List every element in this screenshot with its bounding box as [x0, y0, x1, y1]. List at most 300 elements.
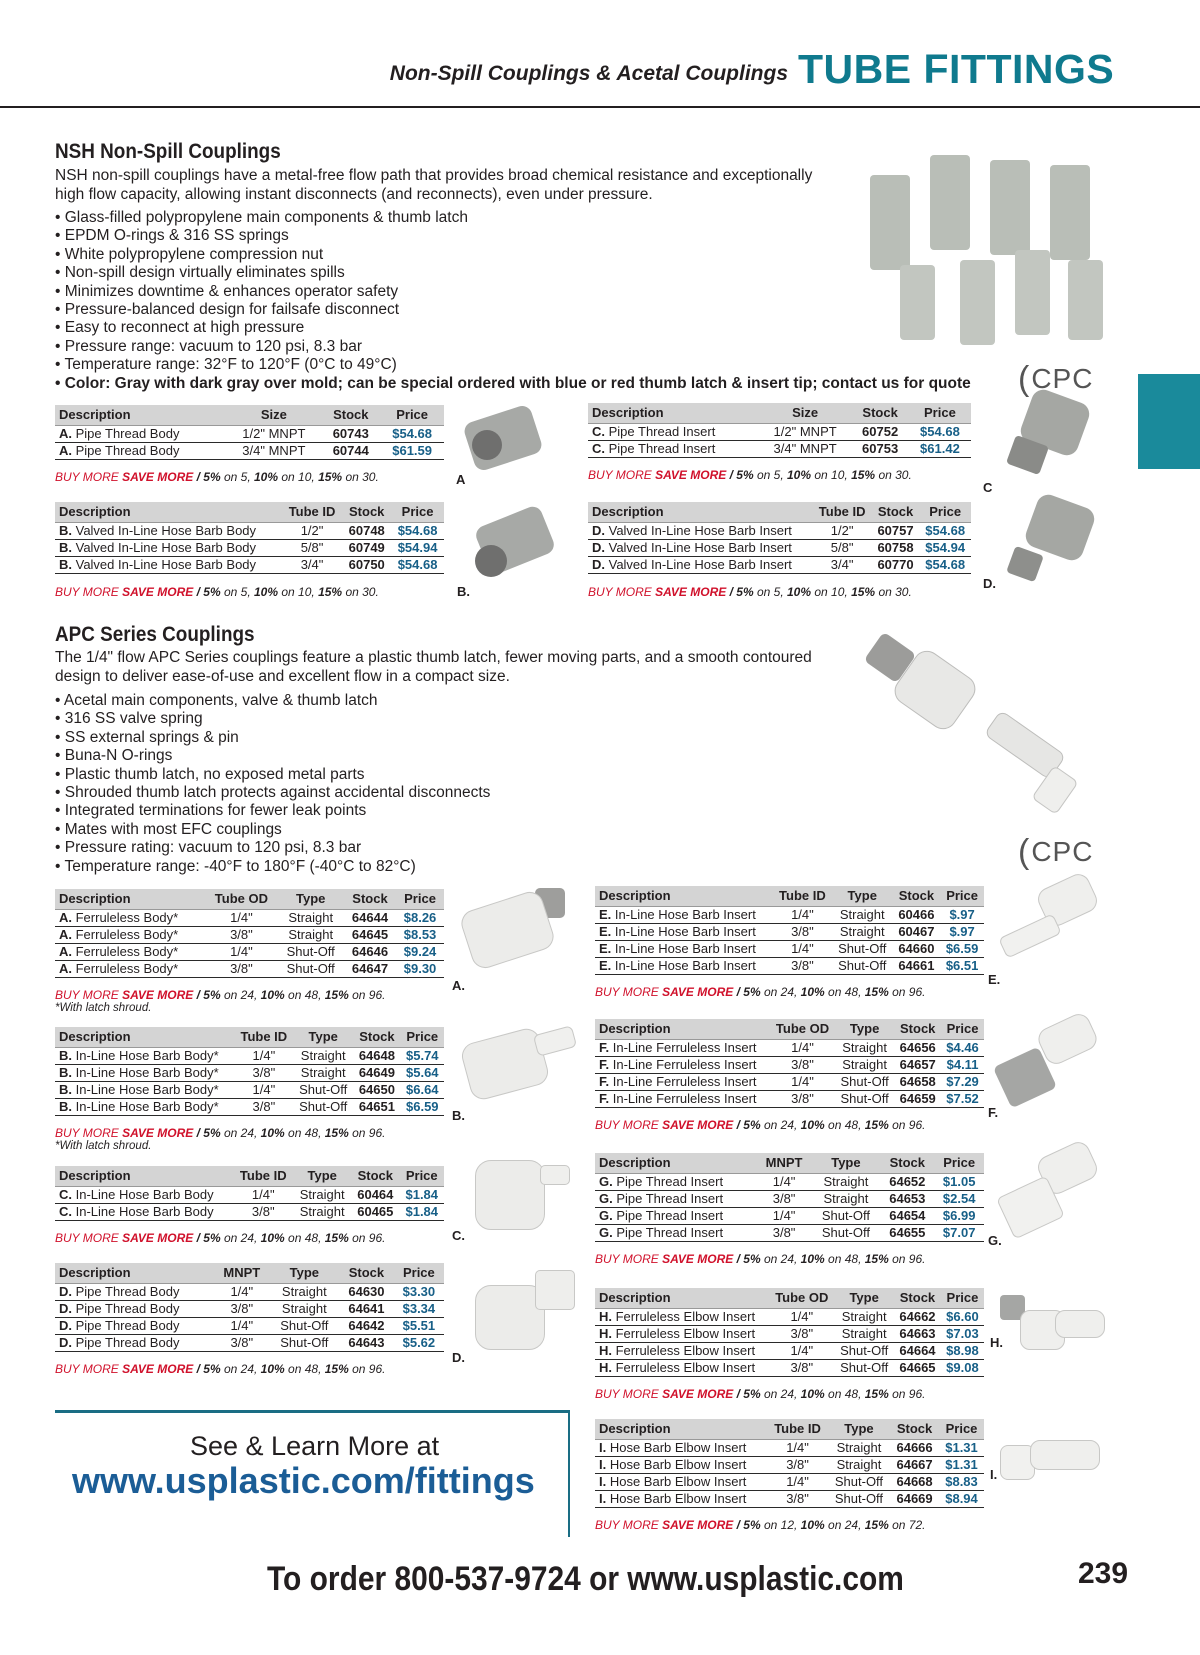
separator: /: [193, 1231, 204, 1245]
feature-bullet: • Acetal main components, valve & thumb latch: [55, 692, 490, 710]
item-description: Pipe Thread Body: [72, 1318, 180, 1333]
spec-cell: 3/8": [214, 1300, 270, 1317]
separator: ,: [794, 1118, 801, 1132]
on-text: on: [220, 470, 241, 484]
description-cell: [55, 909, 205, 926]
column-header: Tube ID: [773, 886, 832, 906]
item-description: Valved In-Line Hose Barb Body: [72, 540, 257, 555]
column-header: Price: [400, 1166, 444, 1186]
feature-bullet: • Integrated terminations for fewer leak points: [55, 802, 490, 820]
discount-tier: 10%: [787, 585, 812, 599]
spec-cell: Straight: [278, 909, 344, 926]
spec-cell: Shut-Off: [293, 1081, 353, 1098]
nsh-table-d: [588, 502, 971, 574]
column-header: Price: [941, 1288, 984, 1308]
page-title: TUBE FITTINGS: [798, 46, 1115, 92]
price-cell: $6.64: [401, 1081, 444, 1098]
spec-cell: Shut-Off: [278, 943, 344, 960]
column-header: Tube OD: [205, 889, 277, 909]
description-cell: [55, 1203, 233, 1220]
table-row: [595, 1039, 984, 1056]
on-text: on: [220, 1362, 241, 1376]
column-header: Tube ID: [767, 1419, 828, 1439]
table-row: [588, 423, 971, 440]
save-more-text: SAVE MORE: [122, 585, 194, 599]
spec-cell: Shut-Off: [828, 1473, 890, 1490]
column-header: Price: [940, 886, 984, 906]
buy-more-text: BUY MORE: [55, 1362, 119, 1376]
spec-cell: 3/8": [769, 1359, 834, 1376]
table-row: [595, 1056, 984, 1073]
item-description: Valved In-Line Hose Barb Insert: [605, 540, 792, 555]
on-text: on: [284, 1231, 305, 1245]
spec-cell: 1/4": [773, 940, 832, 957]
table-row: [55, 1203, 444, 1220]
price-cell: $5.62: [394, 1334, 444, 1351]
column-header: MNPT: [214, 1263, 270, 1283]
stock-number-cell: 60466: [893, 906, 941, 923]
stock-number-cell: 64656: [894, 1039, 941, 1056]
spec-cell: 3/8": [769, 1325, 834, 1342]
description-cell: [595, 1439, 767, 1456]
table-row: [55, 1283, 444, 1300]
spec-cell: 1/4": [770, 1039, 835, 1056]
column-header: Stock: [353, 1027, 400, 1047]
table-row: [595, 1090, 984, 1107]
stock-number-cell: 60750: [342, 556, 391, 573]
table-header-row: [588, 502, 971, 522]
table-row: [55, 539, 444, 556]
item-description: Pipe Thread Insert: [605, 441, 716, 456]
price-cell: $8.98: [941, 1342, 984, 1359]
description-cell: [595, 957, 773, 974]
column-header: Type: [834, 1288, 894, 1308]
price-cell: $9.30: [396, 960, 444, 977]
separator: .: [382, 988, 386, 1002]
stock-number-cell: 64643: [339, 1334, 394, 1351]
description-cell: [55, 926, 205, 943]
description-cell: [55, 522, 282, 539]
item-description: Pipe Thread Insert: [612, 1208, 724, 1223]
separator: ,: [318, 988, 325, 1002]
save-more-text: SAVE MORE: [122, 470, 194, 484]
price-cell: $9.08: [941, 1359, 984, 1376]
table-row: [595, 1190, 984, 1207]
column-header: Stock: [894, 1288, 941, 1308]
column-header: Type: [270, 1263, 340, 1283]
stock-number-cell: 64655: [880, 1224, 934, 1241]
column-header: Price: [941, 1019, 984, 1039]
description-cell: [595, 1342, 769, 1359]
discount-tier: 15%: [851, 585, 876, 599]
item-description: Valved In-Line Hose Barb Body: [72, 557, 257, 572]
save-more-text: SAVE MORE: [655, 585, 727, 599]
quantity-tier: 24: [780, 985, 794, 999]
price-cell: $7.52: [941, 1090, 984, 1107]
apc-f-image: [995, 1010, 1110, 1110]
table-row: [595, 906, 984, 923]
discount-tier: 10%: [800, 1518, 825, 1532]
table-header-row: [595, 1153, 984, 1173]
spec-cell: 1/4": [214, 1283, 270, 1300]
separator: ,: [318, 1362, 325, 1376]
separator: ,: [794, 985, 801, 999]
apc-i-image: [995, 1425, 1110, 1505]
stock-number-cell: 64664: [894, 1342, 941, 1359]
table-row: [55, 943, 444, 960]
table-row: [55, 960, 444, 977]
spec-cell: Straight: [835, 1056, 894, 1073]
nsh-section-title: NSH Non-Spill Couplings: [55, 140, 281, 163]
on-text: on: [875, 585, 896, 599]
item-description: Ferruleless Elbow Insert: [612, 1343, 756, 1358]
spec-cell: Shut-Off: [835, 1073, 894, 1090]
item-description: Ferruleless Body*: [72, 961, 179, 976]
column-header: Description: [588, 502, 813, 522]
item-description: Ferruleless Elbow Insert: [612, 1360, 756, 1375]
quantity-tier: 48: [304, 988, 319, 1002]
separator: /: [733, 1387, 744, 1401]
stock-number-cell: 64641: [339, 1300, 394, 1317]
table-row: [595, 1359, 984, 1376]
on-text: on: [342, 470, 363, 484]
quantity-tier: 48: [304, 1126, 319, 1140]
separator: ,: [858, 1252, 865, 1266]
column-header: Type: [293, 1166, 351, 1186]
feature-bullet: • Minimizes downtime & enhances operator safety: [55, 283, 971, 301]
spec-cell: Straight: [293, 1203, 351, 1220]
table-row: [55, 442, 444, 459]
item-letter: B.: [59, 1099, 72, 1114]
separator: ,: [794, 1518, 801, 1532]
apc-table-d: [55, 1263, 444, 1352]
separator: /: [193, 988, 204, 1002]
on-text: on: [220, 1126, 241, 1140]
apc-b-image: [455, 1020, 580, 1110]
spec-cell: Straight: [278, 926, 344, 943]
discount-tier: 15%: [324, 1126, 349, 1140]
description-cell: [55, 556, 282, 573]
table-row: [55, 556, 444, 573]
separator: .: [922, 985, 926, 999]
spec-cell: Shut-Off: [835, 1090, 894, 1107]
stock-number-cell: 64646: [344, 943, 396, 960]
table-row: [55, 1334, 444, 1351]
spec-cell: 3/8": [770, 1056, 835, 1073]
price-cell: $7.29: [941, 1073, 984, 1090]
item-description: Valved In-Line Hose Barb Body: [72, 523, 257, 538]
on-text: on: [760, 1118, 781, 1132]
separator: ,: [794, 1387, 801, 1401]
apc-g-image-label: G.: [988, 1233, 1002, 1248]
spec-cell: Shut-Off: [270, 1317, 340, 1334]
price-cell: $6.59: [940, 940, 984, 957]
on-text: on: [284, 988, 305, 1002]
apc-a-image-label: A.: [452, 978, 465, 993]
buy-more-text: BUY MORE: [588, 585, 652, 599]
separator: ,: [247, 585, 254, 599]
description-cell: [55, 1081, 235, 1098]
table-row: [55, 1064, 444, 1081]
item-description: In-Line Ferruleless Insert: [609, 1091, 757, 1106]
spec-cell: 3/4" MNPT: [226, 442, 321, 459]
page-number: 239: [1078, 1557, 1129, 1590]
feature-bullet: • Non-spill design virtually eliminates spills: [55, 264, 971, 282]
price-cell: $7.07: [934, 1224, 984, 1241]
table-header-row: [55, 1027, 444, 1047]
quantity-tier: 48: [844, 985, 859, 999]
description-cell: [595, 1359, 769, 1376]
spec-cell: 3/8": [773, 957, 832, 974]
apc-f-buy-more: [595, 1118, 926, 1132]
spec-cell: 1/4": [769, 1342, 834, 1359]
on-text: on: [220, 1231, 241, 1245]
buy-more-text: BUY MORE: [55, 1126, 119, 1140]
on-text: on: [348, 1126, 369, 1140]
quantity-tier: 48: [304, 1362, 319, 1376]
separator: /: [733, 985, 744, 999]
price-cell: $54.68: [391, 556, 444, 573]
apc-a-buy-more: [55, 988, 386, 1002]
separator: ,: [311, 585, 319, 599]
feature-bullet: • Temperature range: -40°F to 180°F (-40°C to 82°C): [55, 858, 490, 876]
item-description: In-Line Hose Barb Insert: [611, 924, 756, 939]
item-letter: G.: [599, 1174, 613, 1189]
separator: .: [908, 468, 912, 482]
save-more-text: SAVE MORE: [662, 1518, 734, 1532]
stock-number-cell: 60465: [351, 1203, 399, 1220]
apc-c-buy-more: [55, 1231, 386, 1245]
quantity-tier: 5: [773, 468, 781, 482]
learn-more-url-link[interactable]: www.usplastic.com/fittings: [72, 1460, 535, 1501]
stock-number-cell: 64654: [880, 1207, 934, 1224]
order-line: To order 800-537-9724 or www.usplastic.com: [267, 1560, 904, 1598]
separator: .: [908, 585, 912, 599]
header-rule: [0, 106, 1200, 108]
item-description: Valved In-Line Hose Barb Insert: [605, 523, 792, 538]
column-header: MNPT: [757, 1153, 812, 1173]
column-header: Type: [278, 889, 344, 909]
on-text: on: [760, 1518, 781, 1532]
separator: /: [733, 1118, 744, 1132]
item-letter: A.: [59, 426, 72, 441]
quantity-tier: 24: [240, 1362, 254, 1376]
table-row: [55, 909, 444, 926]
quantity-tier: 12: [780, 1518, 794, 1532]
column-header: Tube OD: [770, 1019, 835, 1039]
on-text: on: [753, 585, 774, 599]
discount-tier: 10%: [260, 1231, 285, 1245]
item-description: Pipe Thread Insert: [612, 1174, 724, 1189]
price-cell: $7.03: [941, 1325, 984, 1342]
price-cell: $54.68: [391, 522, 444, 539]
discount-tier: 15%: [324, 988, 349, 1002]
column-header: Description: [55, 405, 226, 425]
column-header: Description: [55, 1027, 235, 1047]
column-header: Tube ID: [233, 1166, 293, 1186]
discount-tier: 10%: [787, 468, 812, 482]
spec-cell: 1/4": [235, 1081, 294, 1098]
spec-cell: 1/4": [235, 1047, 294, 1064]
column-header: Stock: [321, 405, 380, 425]
column-header: Type: [832, 886, 893, 906]
apc-feature-list: [55, 692, 490, 876]
item-letter: E.: [599, 941, 612, 956]
quantity-tier: 96: [368, 988, 383, 1002]
item-letter: E.: [599, 907, 612, 922]
feature-bullet: • EPDM O-rings & 316 SS springs: [55, 227, 971, 245]
spec-cell: Straight: [828, 1456, 890, 1473]
spec-cell: Shut-Off: [834, 1359, 894, 1376]
nsh-d-image-label: D.: [983, 576, 996, 591]
column-header: Tube OD: [769, 1288, 834, 1308]
quantity-tier: 96: [908, 1387, 923, 1401]
spec-cell: Straight: [270, 1300, 340, 1317]
apc-section-title: APC Series Couplings: [55, 623, 255, 646]
price-cell: $1.84: [400, 1186, 444, 1203]
apc-g-image: [995, 1140, 1110, 1245]
description-cell: [55, 425, 226, 442]
table-row: [55, 425, 444, 442]
separator: /: [726, 585, 737, 599]
discount-tier: 15%: [318, 470, 343, 484]
item-description: Hose Barb Elbow Insert: [606, 1440, 747, 1455]
separator: .: [375, 470, 379, 484]
apc-e-image-label: E.: [988, 972, 1001, 987]
price-cell: $4.11: [941, 1056, 984, 1073]
spec-cell: Straight: [293, 1186, 351, 1203]
quantity-tier: 10: [298, 470, 312, 484]
item-letter: I.: [599, 1491, 607, 1506]
stock-number-cell: 60752: [851, 423, 908, 440]
column-header: Description: [595, 886, 773, 906]
nsh-b-image-label: B.: [457, 584, 470, 599]
nsh-couplings-group-image: [860, 145, 1110, 360]
nsh-b-buy-more: [55, 585, 379, 599]
item-description: Ferruleless Body*: [72, 910, 179, 925]
item-description: Hose Barb Elbow Insert: [606, 1457, 747, 1472]
item-letter: E.: [599, 924, 612, 939]
separator: ,: [858, 1518, 865, 1532]
separator: /: [726, 468, 737, 482]
item-letter: D.: [59, 1301, 72, 1316]
item-description: In-Line Hose Barb Body*: [72, 1099, 219, 1114]
item-letter: I.: [599, 1474, 607, 1489]
discount-tier: 15%: [851, 468, 876, 482]
column-header: Stock: [893, 886, 941, 906]
spec-cell: Straight: [293, 1064, 353, 1081]
item-description: Pipe Thread Insert: [605, 424, 716, 439]
feature-bullet: • Easy to reconnect at high pressure: [55, 319, 971, 337]
buy-more-text: BUY MORE: [588, 468, 652, 482]
spec-cell: 3/4": [813, 556, 872, 573]
item-letter: B.: [59, 1065, 72, 1080]
stock-number-cell: 60464: [351, 1186, 399, 1203]
description-cell: [595, 1073, 770, 1090]
description-cell: [55, 1283, 214, 1300]
buy-more-text: BUY MORE: [595, 1518, 659, 1532]
table-row: [595, 1325, 984, 1342]
cpc-logo: ( CPC: [1018, 360, 1094, 398]
spec-cell: 1/2" MNPT: [226, 425, 321, 442]
separator: /: [193, 585, 204, 599]
item-letter: B.: [59, 1082, 72, 1097]
quantity-tier: 24: [780, 1387, 794, 1401]
discount-tier: 15%: [324, 1231, 349, 1245]
column-header: Stock: [344, 889, 396, 909]
description-cell: [55, 1064, 235, 1081]
on-text: on: [824, 1118, 845, 1132]
column-header: Stock: [342, 502, 391, 522]
column-header: Tube ID: [813, 502, 872, 522]
discount-tier: 5%: [203, 1362, 221, 1376]
table-header-row: [55, 889, 444, 909]
spec-cell: Shut-Off: [270, 1334, 340, 1351]
table-row: [55, 1300, 444, 1317]
stock-number-cell: 64658: [894, 1073, 941, 1090]
on-text: on: [875, 468, 896, 482]
separator: .: [922, 1252, 926, 1266]
table-header-row: [595, 1419, 984, 1439]
price-cell: $5.51: [394, 1317, 444, 1334]
description-cell: [55, 1334, 214, 1351]
spec-cell: 1/4": [205, 909, 277, 926]
stock-number-cell: 64644: [344, 909, 396, 926]
on-text: on: [342, 585, 363, 599]
column-header: Type: [828, 1419, 890, 1439]
table-row: [595, 1173, 984, 1190]
table-row: [588, 556, 971, 573]
item-letter: A.: [59, 961, 72, 976]
item-description: Ferruleless Elbow Insert: [612, 1309, 756, 1324]
quantity-tier: 30: [362, 470, 376, 484]
item-letter: G.: [599, 1208, 613, 1223]
item-letter: H.: [599, 1360, 612, 1375]
discount-tier: 5%: [203, 988, 221, 1002]
discount-tier: 10%: [800, 1387, 825, 1401]
price-cell: $8.53: [396, 926, 444, 943]
spec-cell: 1/4": [767, 1439, 828, 1456]
item-letter: G.: [599, 1225, 613, 1240]
price-cell: $5.74: [401, 1047, 444, 1064]
column-header: Stock: [872, 502, 920, 522]
price-cell: $3.30: [394, 1283, 444, 1300]
price-cell: $5.64: [401, 1064, 444, 1081]
price-cell: $54.68: [919, 522, 971, 539]
cpc-logo-apc: ( CPC: [1018, 833, 1094, 871]
on-text: on: [824, 1518, 845, 1532]
separator: ,: [858, 1118, 865, 1132]
apc-c-image: [465, 1150, 575, 1240]
save-more-text: SAVE MORE: [122, 1231, 194, 1245]
description-cell: [595, 940, 773, 957]
item-letter: C.: [592, 424, 605, 439]
separator: ,: [311, 470, 319, 484]
item-description: In-Line Hose Barb Body*: [72, 1065, 219, 1080]
price-cell: $8.83: [939, 1473, 984, 1490]
discount-tier: 15%: [864, 1387, 889, 1401]
save-more-text: SAVE MORE: [662, 1252, 734, 1266]
column-header: Description: [595, 1288, 769, 1308]
separator: .: [375, 585, 379, 599]
item-letter: B.: [59, 540, 72, 555]
column-header: Stock: [890, 1419, 939, 1439]
table-header-row: [55, 405, 444, 425]
spec-cell: Straight: [293, 1047, 353, 1064]
description-cell: [588, 539, 813, 556]
table-row: [595, 940, 984, 957]
column-header: Type: [293, 1027, 353, 1047]
